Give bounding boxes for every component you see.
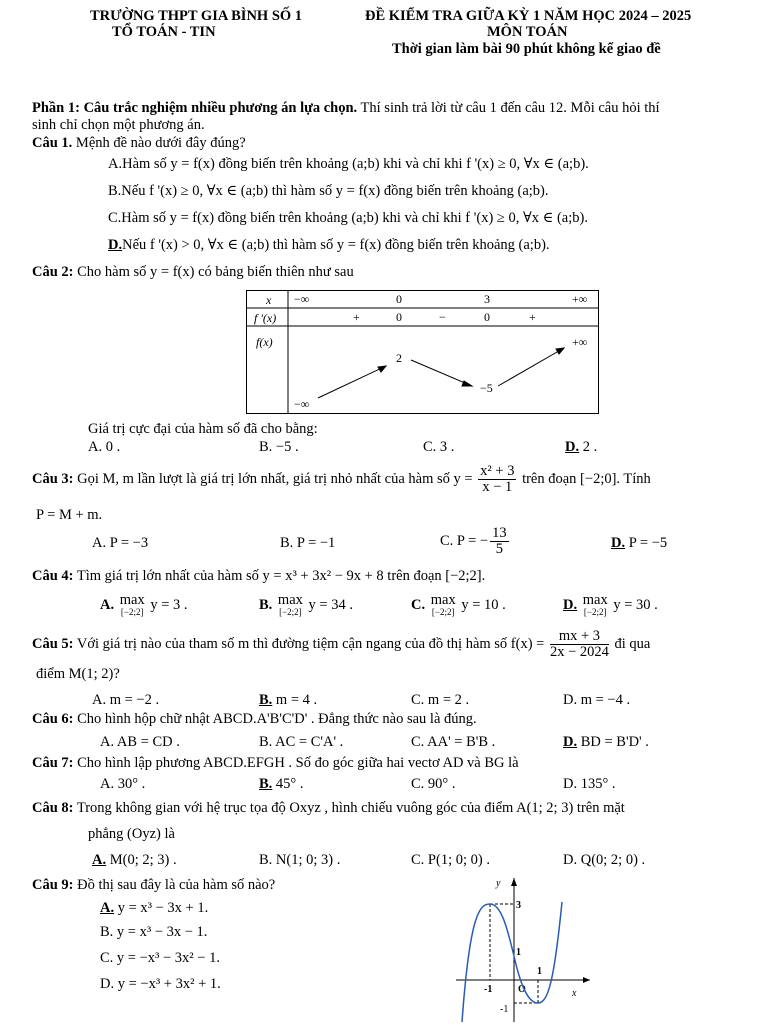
q2-option-c[interactable]: C. 3 . [423, 439, 455, 455]
tick-1: 1 [516, 947, 521, 958]
arrow-up-2 [498, 348, 564, 386]
q8-option-a[interactable]: A. M(0; 2; 3) . [92, 852, 177, 868]
table-sign-zero-1: 0 [396, 310, 402, 324]
q4-option-c[interactable]: C. max [−2;2] y = 10 . [411, 592, 506, 617]
q2-stem: Câu 2: Cho hàm số y = f(x) có bảng biến thiên như sau [32, 264, 354, 280]
q6-stem: Câu 6: Cho hình hộp chữ nhật ABCD.A'B'C'D' . Đẳng thức nào sau là đúng. [32, 711, 477, 727]
q9-option-a[interactable]: A. y = x³ − 3x + 1. [100, 900, 209, 916]
q5-option-a[interactable]: A. m = −2 . [92, 692, 160, 708]
q1-option-c[interactable]: C.Hàm số y = f(x) đồng biến trên khoảng (a;b) khi và chỉ khi f '(x) ≥ 0, ∀x ∈ (a;b). [108, 210, 588, 226]
table-f-neg-inf: −∞ [294, 397, 310, 411]
exam-duration: Thời gian làm bài 90 phút không kể giao đề [392, 41, 661, 57]
tick-1-x: 1 [537, 966, 542, 977]
tick-minus1-y: -1 [500, 1004, 509, 1015]
q5-option-b[interactable]: B. m = 4 . [259, 692, 318, 708]
cubic-curve [462, 902, 562, 1022]
q8-option-c[interactable]: C. P(1; 0; 0) . [411, 852, 490, 868]
q6-option-b[interactable]: B. AC = C'A' . [259, 734, 344, 750]
q3-stem: Câu 3: Gọi M, m lần lượt là giá trị lớn nhất, giá trị nhỏ nhất của hàm số y = $\frac{\text{x² + 3}}{x - 1}$ trên đoạn [−2;0]. Tính [32, 463, 651, 495]
y-axis-label: y [496, 878, 501, 889]
q1-option-b[interactable]: B.Nếu f '(x) ≥ 0, ∀x ∈ (a;b) thì hàm số y = f(x) đồng biến trên khoảng (a;b). [108, 183, 549, 199]
table-f-pos-inf: +∞ [572, 335, 588, 349]
origin-label: O [518, 984, 526, 995]
q3-option-c[interactable]: C. P = − $\frac{13}{5}$ [440, 525, 507, 557]
q7-option-a[interactable]: A. 30° . [100, 776, 146, 792]
q7-stem: Câu 7: Cho hình lập phương ABCD.EFGH . Số đo góc giữa hai vectơ AD và BG là [32, 755, 519, 771]
q5-option-d[interactable]: D. m = −4 . [563, 692, 631, 708]
q4-stem: Câu 4: Tìm giá trị lớn nhất của hàm số y = x³ + 3x² − 9x + 8 trên đoạn [−2;2]. [32, 568, 486, 584]
table-f-label: f(x) [256, 335, 273, 349]
q7-option-b[interactable]: B. 45° . [259, 776, 304, 792]
x-axis-label: x [572, 988, 577, 999]
q4-option-d[interactable]: D. max [−2;2] y = 30 . [563, 592, 658, 617]
table-sign-1: + [353, 310, 360, 324]
school-name: TRƯỜNG THPT GIA BÌNH SỐ 1 [90, 8, 303, 24]
table-x-0: 0 [396, 292, 402, 306]
q1-option-d[interactable]: D.Nếu f '(x) > 0, ∀x ∈ (a;b) thì hàm số y = f(x) đồng biến trên khoảng (a;b). [108, 237, 550, 253]
table-sign-2: − [439, 310, 446, 324]
q3-option-b[interactable]: B. P = −1 [280, 535, 336, 551]
tick-3: 3 [516, 900, 521, 911]
table-x-label: x [266, 293, 272, 307]
exam-title: ĐỀ KIỂM TRA GIỮA KỲ 1 NĂM HỌC 2024 – 2025 [365, 8, 692, 24]
q3-option-a[interactable]: A. P = −3 [92, 535, 149, 551]
table-x-neg-inf: −∞ [294, 292, 310, 306]
q5-fraction: $\frac{mx + 3}{2x - 2024}$ [549, 628, 609, 660]
part1-line1: Phần 1: Câu trắc nghiệm nhiều phương án lựa chọn. Thí sinh trả lời từ câu 1 đến câu 12. Mỗi câu hỏi thí [32, 100, 660, 116]
q5-stem-2: điểm M(1; 2)? [36, 666, 120, 682]
tick-minus1-x: -1 [484, 984, 493, 995]
q8-stem: Câu 8: Trong không gian với hệ trục tọa độ Oxyz , hình chiếu vuông góc của điểm A(1; 2; 3) trên mặt [32, 800, 625, 816]
table-fp-label: f '(x) [254, 311, 277, 325]
q2-option-a[interactable]: A. 0 . [88, 439, 121, 455]
department-name: TỔ TOÁN - TIN [112, 24, 216, 40]
q9-stem: Câu 9: Đồ thị sau đây là của hàm số nào? [32, 877, 276, 893]
part1-line2: sinh chỉ chọn một phương án. [32, 117, 205, 133]
q7-option-d[interactable]: D. 135° . [563, 776, 616, 792]
q8-option-b[interactable]: B. N(1; 0; 3) . [259, 852, 341, 868]
q6-option-a[interactable]: A. AB = CD . [100, 734, 180, 750]
q4-option-b[interactable]: B. max [−2;2] y = 34 . [259, 592, 353, 617]
q8-option-d[interactable]: D. Q(0; 2; 0) . [563, 852, 646, 868]
q4-option-a[interactable]: A. max [−2;2] y = 3 . [100, 592, 188, 617]
q2-question: Giá trị cực đại của hàm số đã cho bằng: [88, 421, 318, 437]
q9-option-d[interactable]: D. y = −x³ + 3x² + 1. [100, 976, 221, 992]
q6-option-d[interactable]: D. BD = B'D' . [563, 734, 649, 750]
q7-option-c[interactable]: C. 90° . [411, 776, 456, 792]
table-f-max: 2 [396, 351, 402, 365]
cubic-graph [450, 872, 600, 1024]
q8-stem-2: phẳng (Oyz) là [88, 826, 175, 842]
q3-option-d[interactable]: D. P = −5 [611, 535, 668, 551]
q2-option-b[interactable]: B. −5 . [259, 439, 299, 455]
q5-option-c[interactable]: C. m = 2 . [411, 692, 470, 708]
table-f-min: −5 [480, 381, 493, 395]
table-sign-zero-2: 0 [484, 310, 490, 324]
arrow-down [411, 360, 472, 386]
table-x-pos-inf: +∞ [572, 292, 588, 306]
q9-option-c[interactable]: C. y = −x³ − 3x² − 1. [100, 950, 220, 966]
q1-option-a[interactable]: A.Hàm số y = f(x) đồng biến trên khoảng (a;b) khi và chỉ khi f '(x) ≥ 0, ∀x ∈ (a;b). [108, 156, 589, 172]
q6-option-c[interactable]: C. AA' = B'B . [411, 734, 496, 750]
q1-stem: Câu 1. Mệnh đề nào dưới đây đúng? [32, 135, 246, 151]
table-sign-3: + [529, 310, 536, 324]
q2-option-d[interactable]: D. 2 . [565, 439, 598, 455]
variation-table [246, 290, 599, 414]
arrow-up-1 [318, 366, 386, 398]
q3-fraction: $\frac{\text{x² + 3}}{x - 1}$ [480, 463, 515, 495]
subject-name: MÔN TOÁN [487, 24, 568, 40]
q9-option-b[interactable]: B. y = x³ − 3x − 1. [100, 924, 208, 940]
q3-stem-2: P = M + m. [36, 507, 103, 523]
q5-stem: Câu 5: Với giá trị nào của tham số m thì đường tiệm cận ngang của đồ thị hàm số f(x) = $\frac{mx + 3}{2x - 2024}$ đi qua [32, 628, 651, 660]
table-x-3: 3 [484, 292, 490, 306]
